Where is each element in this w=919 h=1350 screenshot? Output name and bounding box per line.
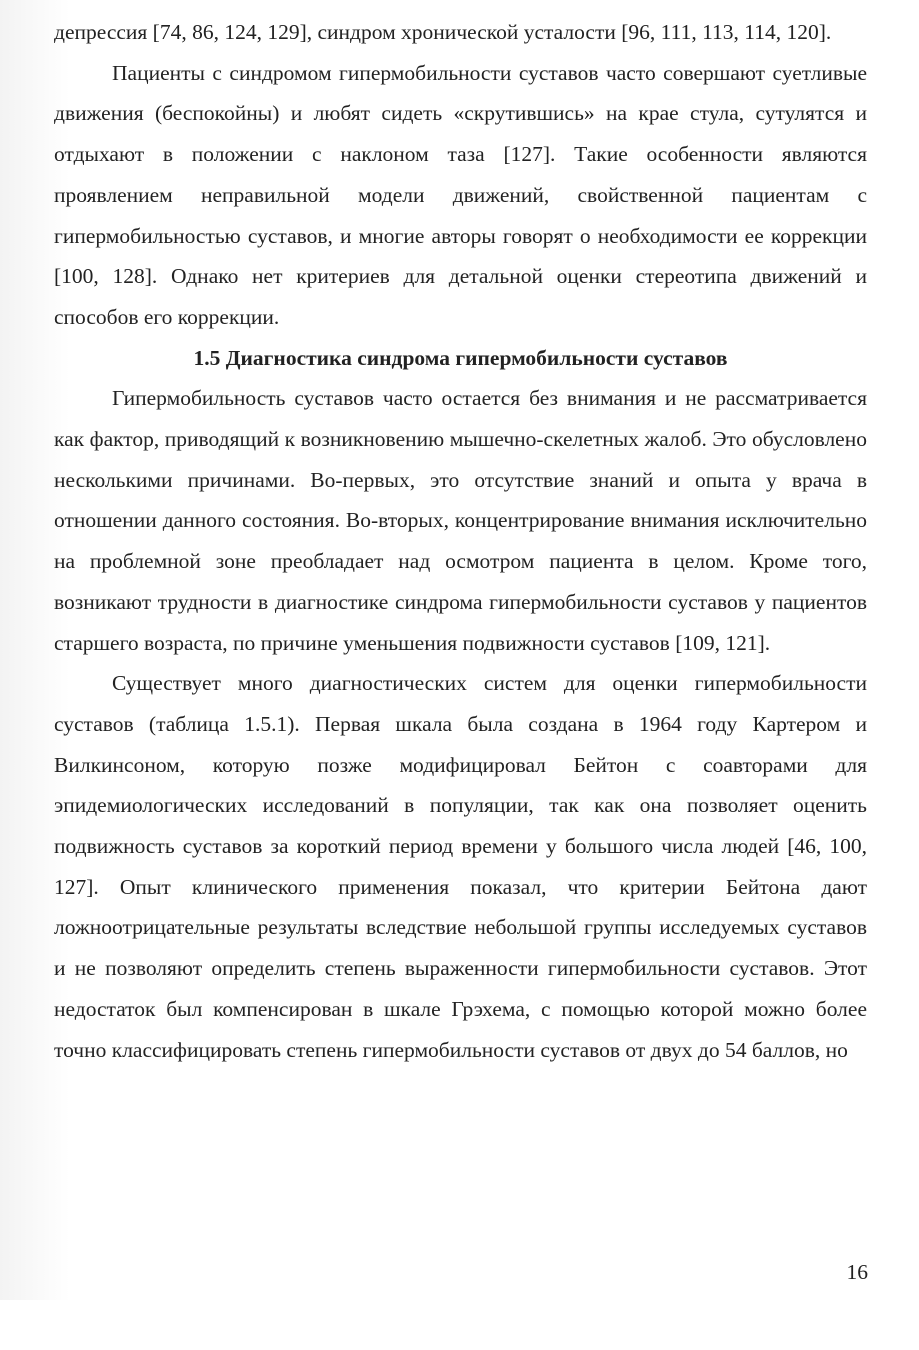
paragraph-diagnostic-systems: Существует много диагностических систем для оценки гипермобильности суставов (таблица 1.5.1). Первая шкала была создана в 1964 году Картером и Вилкинсоном, которую позже модифицировал Бейтон с соавторами для эпидемиологических исследований в популяции, так как она позволяет оценить подвижность суставов за короткий период времени у большого числа людей [46, 100, 127]. Опыт клинического применения показал, что критерии Бейтона дают ложноотрицательные результаты вследствие небольшой группы исследуемых суставов и не позволяют определить степень выраженности гипермобильности суставов. Этот недостаток был компенсирован в шкале Грэхема, с помощью которой можно более точно классифицировать степень гипермобильности суставов от двух до 54 баллов, но [54,671,867,1062]
document-page [54,12,867,1070]
paragraph-continuation: депрессия [74, 86, 124, 129], синдром хронической усталости [96, 111, 113, 114, 120]. [54,20,832,44]
paragraph-diagnosis-issues: Гипермобильность суставов часто остается без внимания и не рассматривается как фактор, приводящий к возникновению мышечно-скелетных жалоб. Это обусловлено несколькими причинами. Во-первых, это отсутствие знаний и опыта у врача в отношении данного состояния. Во-вторых, концентрирование внимания исключительно на проблемной зоне преобладает над осмотром пациента в целом. Кроме того, возникают трудности в диагностике синдрома гипермобильности суставов у пациентов старшего возраста, по причине уменьшения подвижности суставов [109, 121]. [54,386,867,655]
section-heading: 1.5 Диагностика синдрома гипермобильности суставов [193,345,728,370]
page-number: 16 [846,1260,868,1284]
paragraph-hypermobility-movements: Пациенты с синдромом гипермобильности суставов часто совершают суетливые движения (беспокойны) и любят сидеть «скрутившись» на крае стула, сутулятся и отдыхают в положении с наклоном таза [127]. Такие особенности являются проявлением неправильной модели движений, свойственной пациентам с гипермобильностью суставов, и многие авторы говорят о необходимости ее коррекции [100, 128]. Однако нет критериев для детальной оценки стереотипа движений и способов его коррекции. [54,60,867,329]
